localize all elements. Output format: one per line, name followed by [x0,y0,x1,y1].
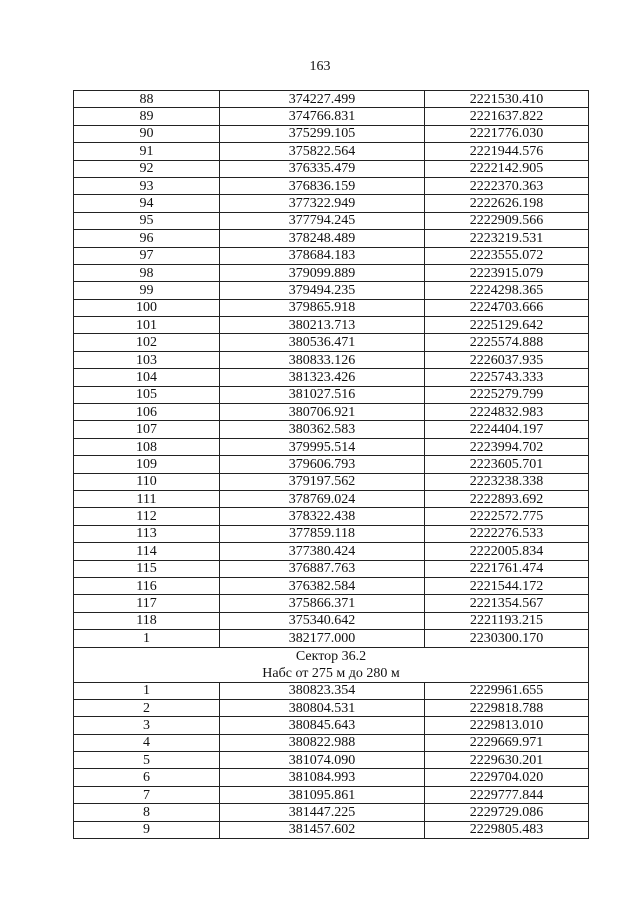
x-coordinate-cell: 376335.479 [220,160,425,177]
table-row [74,473,589,490]
section-header [74,647,589,682]
table-row [74,438,589,455]
point-number-cell: 5 [74,752,220,769]
x-coordinate-cell: 380845.643 [220,717,425,734]
y-coordinate-cell: 2221944.576 [425,143,589,160]
table-row [74,682,589,699]
x-coordinate-cell: 375299.105 [220,125,425,142]
y-coordinate-cell: 2221761.474 [425,560,589,577]
x-coordinate-cell: 380213.713 [220,317,425,334]
x-coordinate-cell: 376836.159 [220,177,425,194]
x-coordinate-cell: 381457.602 [220,821,425,838]
point-number-cell: 2 [74,699,220,716]
point-number-cell: 88 [74,91,220,108]
table-row [74,630,589,647]
table-row [74,577,589,594]
point-number-cell: 98 [74,264,220,281]
table-row [74,212,589,229]
point-number-cell: 7 [74,786,220,803]
table-row [74,351,589,368]
table-row [74,525,589,542]
x-coordinate-cell: 376887.763 [220,560,425,577]
point-number-cell: 101 [74,317,220,334]
x-coordinate-cell: 380833.126 [220,351,425,368]
table-row [74,421,589,438]
x-coordinate-cell: 380804.531 [220,699,425,716]
table-row [74,560,589,577]
x-coordinate-cell: 374227.499 [220,91,425,108]
table-body-lower [74,682,589,839]
point-number-cell: 113 [74,525,220,542]
x-coordinate-cell: 381084.993 [220,769,425,786]
y-coordinate-cell: 2229818.788 [425,699,589,716]
section-title: Сектор 36.2 [295,648,367,664]
table-row [74,125,589,142]
table-row [74,786,589,803]
y-coordinate-cell: 2229777.844 [425,786,589,803]
x-coordinate-cell: 377380.424 [220,543,425,560]
y-coordinate-cell: 2222142.905 [425,160,589,177]
point-number-cell: 4 [74,734,220,751]
point-number-cell: 100 [74,299,220,316]
table-row [74,769,589,786]
y-coordinate-cell: 2221637.822 [425,108,589,125]
table-row [74,543,589,560]
section-header-cell [74,647,589,682]
point-number-cell: 94 [74,195,220,212]
y-coordinate-cell: 2223605.701 [425,456,589,473]
point-number-cell: 91 [74,143,220,160]
table-row [74,699,589,716]
y-coordinate-cell: 2222276.533 [425,525,589,542]
point-number-cell: 109 [74,456,220,473]
y-coordinate-cell: 2229630.201 [425,752,589,769]
table-row [74,456,589,473]
x-coordinate-cell: 375340.642 [220,612,425,629]
point-number-cell: 99 [74,282,220,299]
table-row [74,734,589,751]
point-number-cell: 108 [74,438,220,455]
point-number-cell: 102 [74,334,220,351]
table-row [74,490,589,507]
x-coordinate-cell: 379099.889 [220,264,425,281]
table-row [74,230,589,247]
y-coordinate-cell: 2222909.566 [425,212,589,229]
y-coordinate-cell: 2229729.086 [425,804,589,821]
y-coordinate-cell: 2225279.799 [425,386,589,403]
y-coordinate-cell: 2221354.567 [425,595,589,612]
y-coordinate-cell: 2221193.215 [425,612,589,629]
x-coordinate-cell: 382177.000 [220,630,425,647]
y-coordinate-cell: 2223238.338 [425,473,589,490]
x-coordinate-cell: 381027.516 [220,386,425,403]
x-coordinate-cell: 381447.225 [220,804,425,821]
point-number-cell: 90 [74,125,220,142]
point-number-cell: 112 [74,508,220,525]
point-number-cell: 117 [74,595,220,612]
point-number-cell: 96 [74,230,220,247]
x-coordinate-cell: 380536.471 [220,334,425,351]
point-number-cell: 107 [74,421,220,438]
point-number-cell: 93 [74,177,220,194]
point-number-cell: 106 [74,404,220,421]
point-number-cell: 8 [74,804,220,821]
table-row [74,612,589,629]
x-coordinate-cell: 377322.949 [220,195,425,212]
x-coordinate-cell: 380823.354 [220,682,425,699]
table-row [74,143,589,160]
point-number-cell: 110 [74,473,220,490]
table-row [74,369,589,386]
y-coordinate-cell: 2224832.983 [425,404,589,421]
y-coordinate-cell: 2222370.363 [425,177,589,194]
table-row [74,247,589,264]
table-row [74,264,589,281]
x-coordinate-cell: 375866.371 [220,595,425,612]
table-row [74,386,589,403]
y-coordinate-cell: 2229805.483 [425,821,589,838]
table-row [74,595,589,612]
table-row [74,299,589,316]
y-coordinate-cell: 2221544.172 [425,577,589,594]
y-coordinate-cell: 2221530.410 [425,91,589,108]
x-coordinate-cell: 379865.918 [220,299,425,316]
x-coordinate-cell: 381074.090 [220,752,425,769]
x-coordinate-cell: 374766.831 [220,108,425,125]
table-row [74,334,589,351]
y-coordinate-cell: 2226037.935 [425,351,589,368]
y-coordinate-cell: 2229961.655 [425,682,589,699]
table-row [74,404,589,421]
x-coordinate-cell: 381095.861 [220,786,425,803]
table-row [74,177,589,194]
y-coordinate-cell: 2223994.702 [425,438,589,455]
x-coordinate-cell: 379606.793 [220,456,425,473]
y-coordinate-cell: 2225129.642 [425,317,589,334]
point-number-cell: 95 [74,212,220,229]
point-number-cell: 103 [74,351,220,368]
y-coordinate-cell: 2222005.834 [425,543,589,560]
x-coordinate-cell: 380822.988 [220,734,425,751]
section-header-row [74,647,589,682]
y-coordinate-cell: 2223219.531 [425,230,589,247]
table-row [74,108,589,125]
y-coordinate-cell: 2223915.079 [425,264,589,281]
x-coordinate-cell: 378248.489 [220,230,425,247]
table-row [74,508,589,525]
coordinates-table [73,90,589,839]
x-coordinate-cell: 378684.183 [220,247,425,264]
point-number-cell: 89 [74,108,220,125]
point-number-cell: 116 [74,577,220,594]
y-coordinate-cell: 2225743.333 [425,369,589,386]
point-number-cell: 9 [74,821,220,838]
x-coordinate-cell: 378769.024 [220,490,425,507]
point-number-cell: 1 [74,682,220,699]
table-row [74,282,589,299]
x-coordinate-cell: 377859.118 [220,525,425,542]
y-coordinate-cell: 2223555.072 [425,247,589,264]
x-coordinate-cell: 379995.514 [220,438,425,455]
x-coordinate-cell: 379197.562 [220,473,425,490]
table-row [74,804,589,821]
point-number-cell: 3 [74,717,220,734]
point-number-cell: 97 [74,247,220,264]
x-coordinate-cell: 377794.245 [220,212,425,229]
point-number-cell: 105 [74,386,220,403]
x-coordinate-cell: 376382.584 [220,577,425,594]
table-row [74,195,589,212]
point-number-cell: 115 [74,560,220,577]
table-row [74,821,589,838]
point-number-cell: 92 [74,160,220,177]
point-number-cell: 104 [74,369,220,386]
y-coordinate-cell: 2224404.197 [425,421,589,438]
table-row [74,717,589,734]
table-row [74,317,589,334]
section-subtitle: Набс от 275 м до 280 м [262,665,400,681]
y-coordinate-cell: 2222626.198 [425,195,589,212]
x-coordinate-cell: 375822.564 [220,143,425,160]
x-coordinate-cell: 379494.235 [220,282,425,299]
y-coordinate-cell: 2229813.010 [425,717,589,734]
page-number: 163 [309,59,331,74]
y-coordinate-cell: 2224298.365 [425,282,589,299]
table-body-upper [74,91,589,648]
table-row [74,91,589,108]
x-coordinate-cell: 378322.438 [220,508,425,525]
y-coordinate-cell: 2225574.888 [425,334,589,351]
point-number-cell: 118 [74,612,220,629]
y-coordinate-cell: 2221776.030 [425,125,589,142]
x-coordinate-cell: 380706.921 [220,404,425,421]
y-coordinate-cell: 2230300.170 [425,630,589,647]
table-row [74,752,589,769]
table-row [74,160,589,177]
y-coordinate-cell: 2222572.775 [425,508,589,525]
y-coordinate-cell: 2222893.692 [425,490,589,507]
point-number-cell: 114 [74,543,220,560]
y-coordinate-cell: 2229669.971 [425,734,589,751]
y-coordinate-cell: 2229704.020 [425,769,589,786]
point-number-cell: 111 [74,490,220,507]
point-number-cell: 6 [74,769,220,786]
x-coordinate-cell: 380362.583 [220,421,425,438]
point-number-cell: 1 [74,630,220,647]
y-coordinate-cell: 2224703.666 [425,299,589,316]
x-coordinate-cell: 381323.426 [220,369,425,386]
